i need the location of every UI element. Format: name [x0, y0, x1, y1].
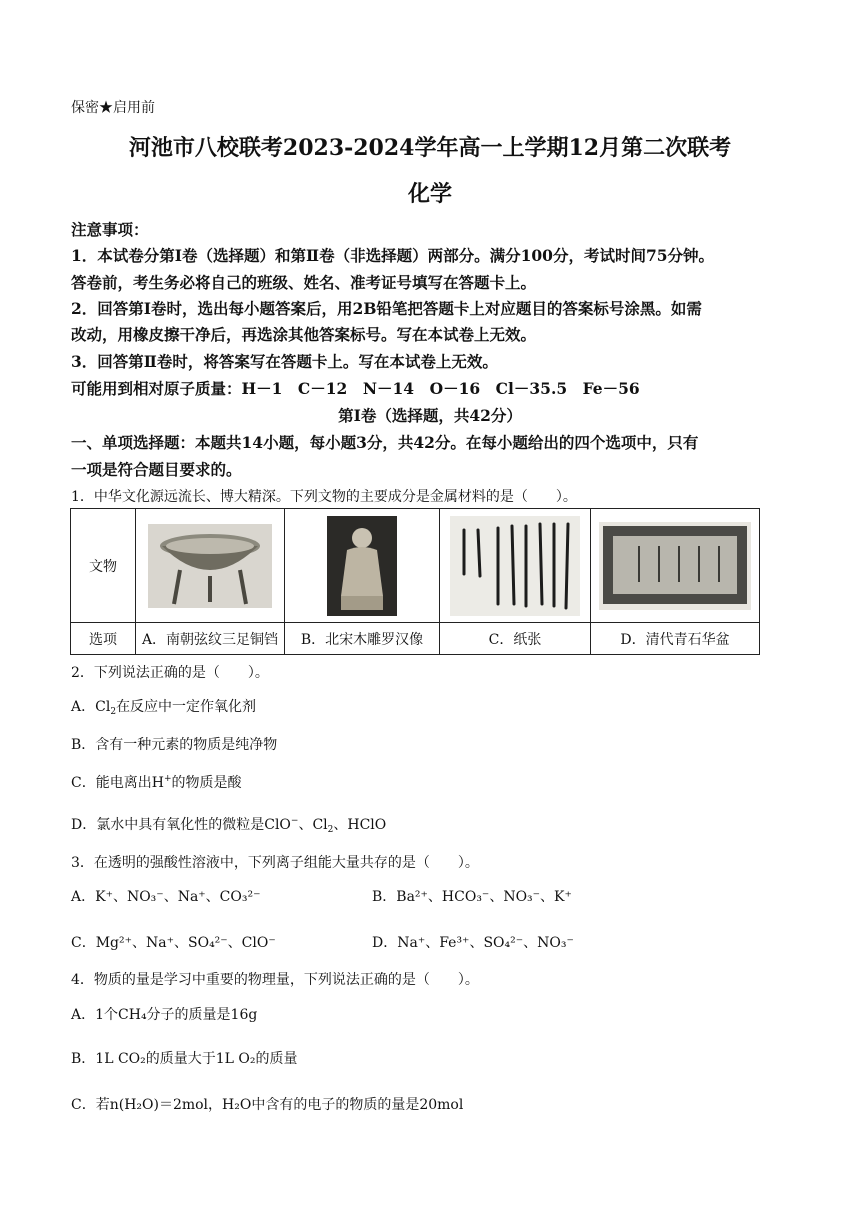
exam-title: 河池市八校联考2023-2024学年高一上学期12月第二次联考 [128, 135, 732, 161]
q1-stem: 1．中华文化源远流长、博大精深。下列文物的主要成分是金属材料的是（ ）。 [71, 489, 577, 505]
row-head-relic: 文物 [71, 509, 136, 623]
relic-image-a [136, 509, 285, 623]
q3-option-b: B．Ba²⁺、HCO₃⁻、NO₃⁻、K⁺ [372, 889, 572, 905]
q3-option-a: A．K⁺、NO₃⁻、Na⁺、CO₃²⁻ [71, 889, 261, 905]
note-1b: 答卷前，考生务必将自己的班级、姓名、准考证号填写在答题卡上。 [71, 273, 537, 292]
confidential-label: 保密★启用前 [71, 100, 155, 116]
q2-stem: 2．下列说法正确的是（ ）。 [71, 665, 269, 681]
atomic-masses: 可能用到相对原子质量：H－1 C－12 N－14 O－16 Cl－35.5 Fe－56 [71, 379, 640, 398]
notes-heading: 注意事项： [71, 220, 149, 239]
relic-image-b [285, 509, 440, 623]
note-3: 3．回答第Ⅱ卷时，将答案写在答题卡上。写在本试卷上无效。 [71, 352, 498, 371]
q1-option-a: A．南朝弦纹三足铜铛 [136, 623, 285, 655]
q4-option-b: B．1L CO₂的质量大于1L O₂的质量 [71, 1051, 298, 1067]
q1-option-b: B．北宋木雕罗汉像 [285, 623, 440, 655]
calligraphy-paper-image [450, 516, 580, 616]
relic-image-c [440, 509, 591, 623]
stone-basin-image [599, 522, 751, 610]
bronze-pot-image [148, 524, 272, 608]
subject-title: 化学 [407, 181, 452, 207]
q2-option-b: B．含有一种元素的物质是纯净物 [71, 737, 278, 753]
q1-option-d: D．清代青石华盆 [591, 623, 760, 655]
q2-option-a: A．$Cl_2$在反应中一定作氧化剂 [71, 699, 257, 717]
q3-option-d: D．Na⁺、Fe³⁺、SO₄²⁻、NO₃⁻ [372, 935, 574, 951]
wood-statue-image [327, 516, 397, 616]
q3-option-c: C．Mg²⁺、Na⁺、SO₄²⁻、ClO⁻ [71, 935, 276, 951]
note-2a: 2．回答第Ⅰ卷时，选出每小题答案后，用2B铅笔把答题卡上对应题目的答案标号涂黑。如需 [71, 299, 702, 318]
q4-stem: 4．物质的量是学习中重要的物理量，下列说法正确的是（ ）。 [71, 972, 479, 988]
q2-option-d: D．氯水中具有氧化性的微粒是ClO−、$Cl_2$、HClO [71, 816, 387, 835]
note-1a: 1．本试卷分第Ⅰ卷（选择题）和第Ⅱ卷（非选择题）两部分。满分100分，考试时间75分钟。 [71, 246, 715, 265]
q1-relic-table [70, 508, 760, 655]
q4-option-a: A．1个CH₄分子的质量是16g [71, 1007, 258, 1023]
section-title: 第Ⅰ卷（选择题，共42分） [338, 406, 522, 425]
q1-option-c: C．纸张 [440, 623, 591, 655]
q4-option-c: C．若n(H₂O)＝2mol，H₂O中含有的电子的物质的量是20mol [71, 1097, 464, 1113]
q2-option-c: C．能电离出H+的物质是酸 [71, 774, 242, 791]
row-head-option: 选项 [71, 623, 136, 655]
section-intro-a: 一、单项选择题：本题共14小题，每小题3分，共42分。在每小题给出的四个选项中，只有 [71, 433, 699, 452]
section-intro-b: 一项是符合题目要求的。 [71, 460, 242, 479]
relic-image-d [591, 509, 760, 623]
q3-stem: 3．在透明的强酸性溶液中，下列离子组能大量共存的是（ ）。 [71, 855, 479, 871]
note-2b: 改动，用橡皮擦干净后，再选涂其他答案标号。写在本试卷上无效。 [71, 325, 537, 344]
